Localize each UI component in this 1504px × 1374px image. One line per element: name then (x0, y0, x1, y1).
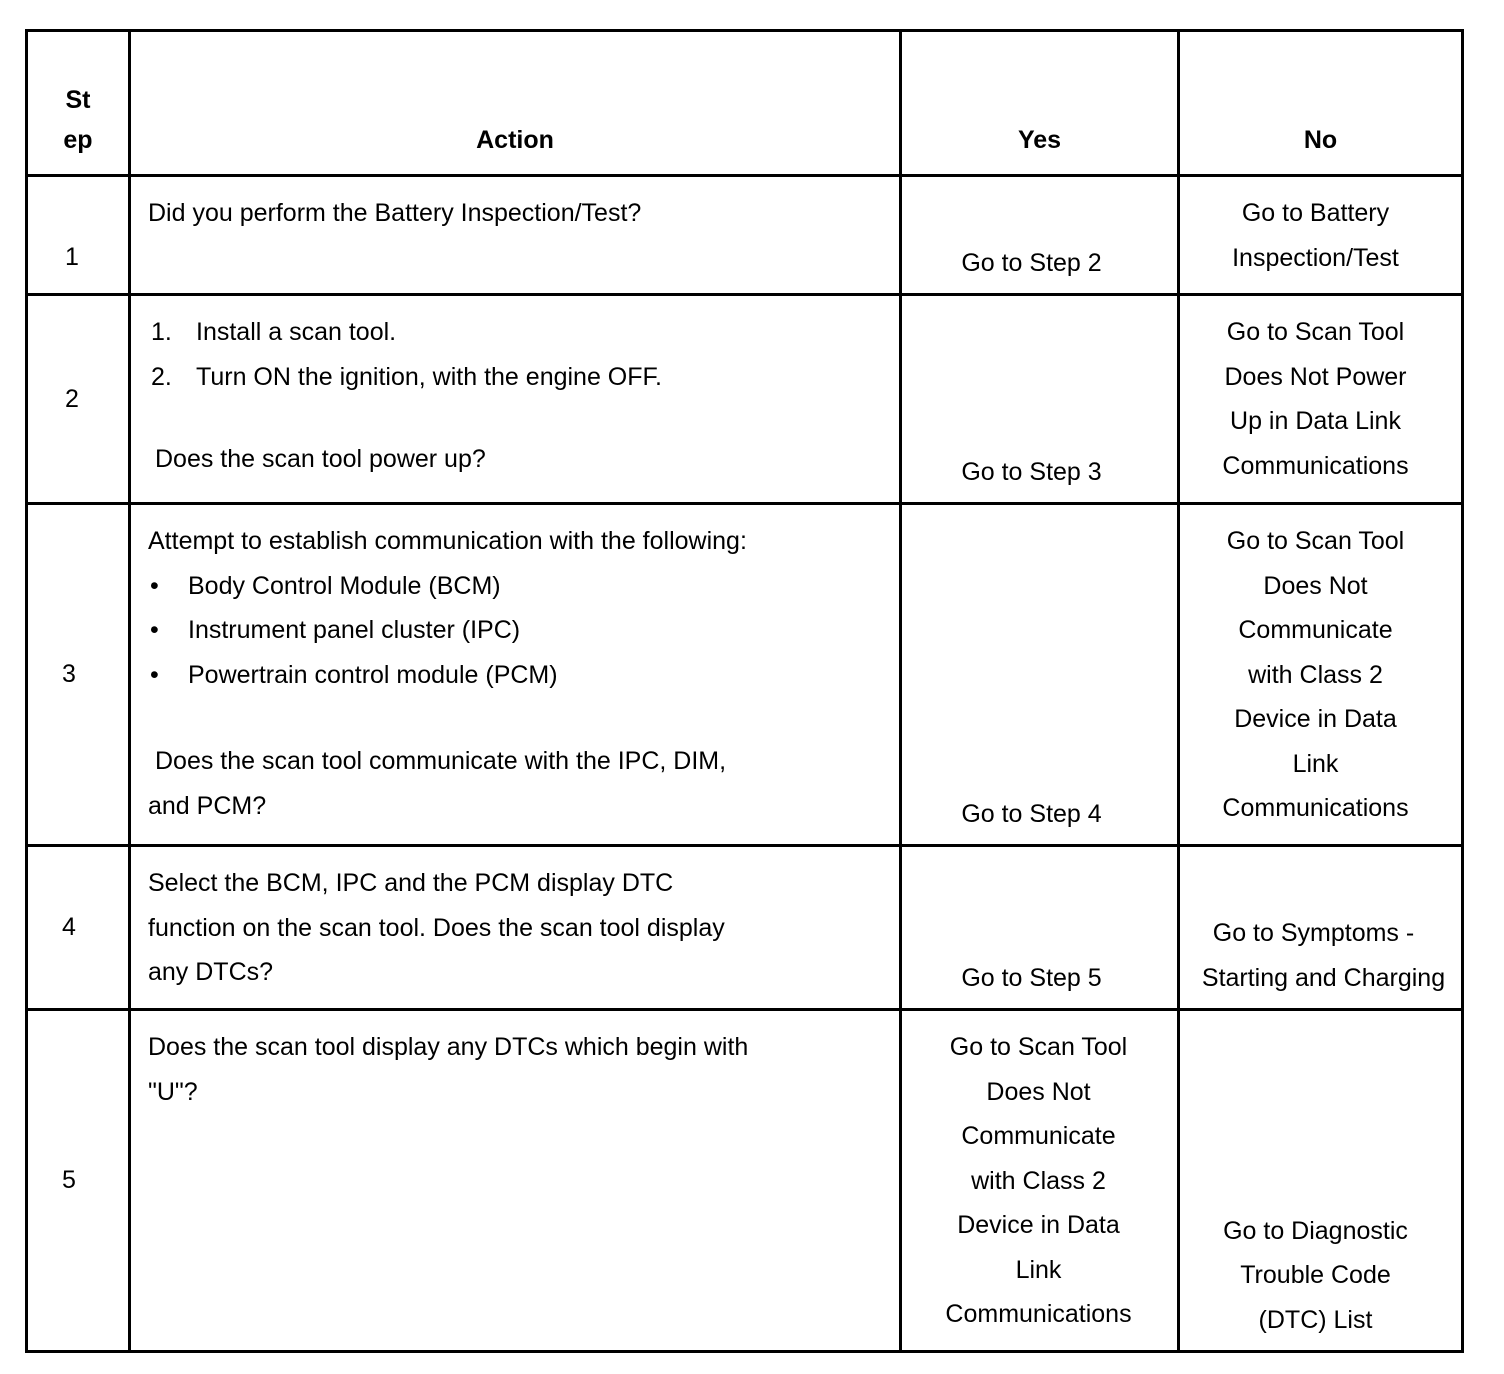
yes-text: Go to Step 2 (961, 248, 1102, 277)
no-text-line: Does Not (1263, 571, 1368, 600)
action-cell (130, 176, 901, 295)
no-text-line: Go to Scan Tool (1226, 318, 1405, 346)
no-cell (1179, 846, 1463, 1010)
no-text-line: Device in Data (1234, 705, 1397, 733)
yes-text-line: Communications (945, 1300, 1132, 1328)
list-item: • Instrument panel cluster (IPC) (150, 616, 521, 644)
no-text-line: Starting and Charging (1201, 963, 1446, 992)
list-item: 2. Turn ON the ignition, with the engine OFF. (151, 362, 662, 391)
yes-cell (901, 295, 1179, 504)
no-text-line: Up in Data Link (1230, 407, 1401, 435)
no-cell (1179, 504, 1463, 846)
action-text: function on the scan tool. Does the scan tool display (148, 913, 725, 942)
step-number: 1 (27, 176, 130, 295)
no-cell (1179, 295, 1463, 504)
intro-text: Attempt to establish communication with the following: (148, 527, 747, 555)
no-text-line: Go to Diagnostic (1223, 1216, 1408, 1245)
yes-text-line: Link (1015, 1255, 1062, 1284)
action-text: Select the BCM, IPC and the PCM display DTC (148, 869, 674, 897)
yes-text-line: Device in Data (957, 1211, 1120, 1239)
action-text: any DTCs? (148, 958, 274, 986)
no-cell (1179, 176, 1463, 295)
action-cell (130, 1010, 901, 1352)
step-number: 2 (27, 295, 130, 504)
header-action: Action (130, 31, 901, 176)
yes-text-line: Go to Scan Tool (949, 1033, 1128, 1061)
no-text-line: Does Not Power (1224, 362, 1407, 391)
step-number: 4 (27, 846, 130, 1010)
table-row-step-1 (27, 176, 1463, 295)
no-text-line: Communicate (1238, 616, 1393, 644)
header-yes: Yes (901, 31, 1179, 176)
action-text: "U"? (148, 1077, 198, 1106)
numbered-list (148, 310, 899, 399)
table-row-step-5 (27, 1010, 1463, 1352)
header-step (27, 31, 130, 176)
yes-text: Go to Step 4 (961, 799, 1102, 828)
step-number: 3 (27, 504, 130, 846)
action-cell (130, 504, 901, 846)
no-text-line: (DTC) List (1258, 1305, 1373, 1334)
list-item: 1. Install a scan tool. (151, 318, 397, 346)
no-text-line: Communications (1222, 794, 1409, 822)
header-step-line1: St (65, 86, 91, 114)
yes-cell (901, 176, 1179, 295)
yes-text: Go to Step 5 (961, 963, 1102, 992)
yes-text: Go to Step 3 (961, 457, 1102, 486)
list-item: • Body Control Module (BCM) (150, 571, 501, 600)
yes-text-line: Does Not (986, 1077, 1091, 1106)
no-text-line: Inspection/Test (1232, 243, 1399, 272)
yes-cell (901, 504, 1179, 846)
yes-text-line: Communicate (961, 1122, 1116, 1150)
table-row-step-3 (27, 504, 1463, 846)
action-text: Did you perform the Battery Inspection/Test? (148, 199, 642, 227)
yes-cell (901, 846, 1179, 1010)
header-row (27, 31, 1463, 176)
no-text-line: with Class 2 (1248, 660, 1383, 689)
yes-cell (901, 1010, 1179, 1352)
header-step-line2: ep (63, 126, 93, 154)
list-item: • Powertrain control module (PCM) (150, 660, 558, 689)
no-text-line: Go to Battery (1241, 199, 1390, 227)
question-text: and PCM? (148, 791, 267, 820)
table-row-step-2 (27, 295, 1463, 504)
bullet-list (148, 564, 899, 698)
header-no: No (1179, 31, 1463, 176)
table-row-step-4 (27, 846, 1463, 1010)
no-text-line: Go to Scan Tool (1226, 527, 1405, 555)
action-text: Does the scan tool display any DTCs which begin with (148, 1033, 749, 1061)
step-number: 5 (27, 1010, 130, 1352)
no-cell (1179, 1010, 1463, 1352)
action-cell (130, 295, 901, 504)
no-text-line: Go to Symptoms - (1212, 919, 1415, 947)
no-text-line: Link (1292, 749, 1339, 778)
action-cell (130, 846, 901, 1010)
no-text-line: Trouble Code (1240, 1261, 1391, 1289)
question-text: Does the scan tool communicate with the IPC, DIM, (155, 747, 727, 775)
yes-text-line: with Class 2 (971, 1166, 1106, 1195)
diagnostic-table (25, 29, 1464, 1353)
question-text: Does the scan tool power up? (155, 445, 486, 473)
no-text-line: Communications (1222, 451, 1409, 480)
